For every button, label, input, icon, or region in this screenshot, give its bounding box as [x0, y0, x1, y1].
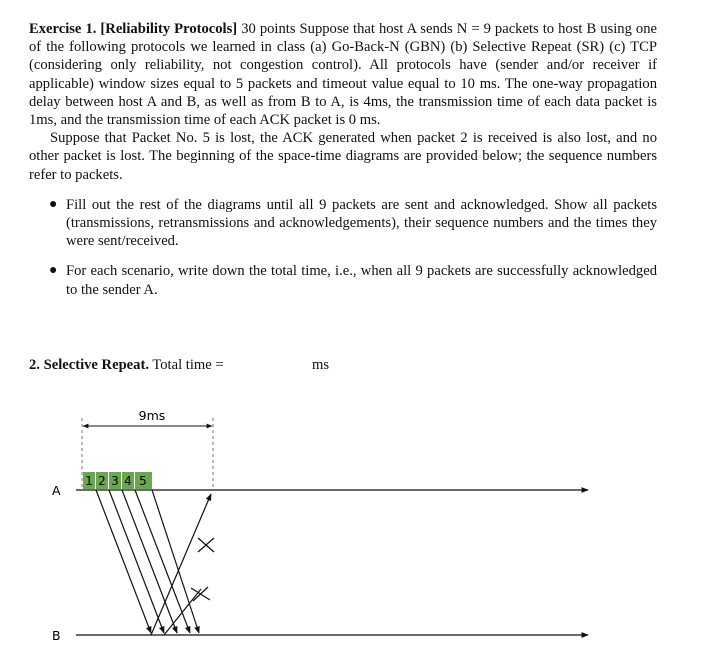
- packet-2-line: [109, 490, 164, 633]
- bullet-icon: ●: [49, 196, 58, 212]
- packet-number: 4: [124, 474, 132, 488]
- exercise-title: Exercise 1. [Reliability Protocols]: [29, 21, 238, 37]
- packet-number: 1: [85, 474, 93, 488]
- packet-number: 3: [111, 474, 119, 488]
- task-text: Fill out the rest of the diagrams until all 9 packets are sent and acknowledged. Show all packets (transmissions, retransmissions and acknowledgements), their sequence numbers and the times they were sent/received.: [66, 196, 657, 250]
- exercise-points: 30 points: [241, 21, 296, 37]
- packet-5-line: [152, 490, 199, 633]
- exercise-paragraph-2: Suppose that Packet No. 5 is lost, the ACK generated when packet 2 is received is also lost, and no other packet is lost. The beginning of the space-time diagrams are provided below; the sequence numbers refer to packets.: [29, 130, 657, 183]
- host-a-label: A: [52, 483, 61, 498]
- packet-window: [83, 472, 152, 489]
- total-time-unit: ms: [312, 357, 330, 373]
- task-text: For each scenario, write down the total time, i.e., when all 9 packets are successfully acknowledged to the sender A.: [66, 263, 657, 298]
- exercise-body-1: Suppose that host A sends N = 9 packets to host B using one of the following protocols we learned in class (a) Go-Back-N (GBN) (b) Selective Repeat (SR) (c) TCP (considering only reliability, not congestion control). All protocols have (sender and/or receiver if applicable) window sizes equal to 5 packets and timeout value equal to 10 ms. The one-way propagation delay between host A and B, as well as from B to A, is 4ms, the transmission time of each data packet is 1ms, and the transmission time of each ACK packet is 0 ms.: [29, 21, 657, 129]
- timeout-label: 9ms: [138, 408, 166, 423]
- host-b-label: B: [52, 628, 61, 643]
- section-name: Selective Repeat.: [43, 357, 149, 373]
- packet-3-line: [122, 490, 177, 633]
- total-time-label: Total time =: [152, 357, 224, 373]
- loss-markers: [191, 538, 214, 601]
- section-number: 2.: [29, 357, 40, 373]
- bullet-icon: ●: [49, 263, 58, 279]
- packet-number: 5: [139, 474, 147, 488]
- packet-number: 2: [98, 474, 106, 488]
